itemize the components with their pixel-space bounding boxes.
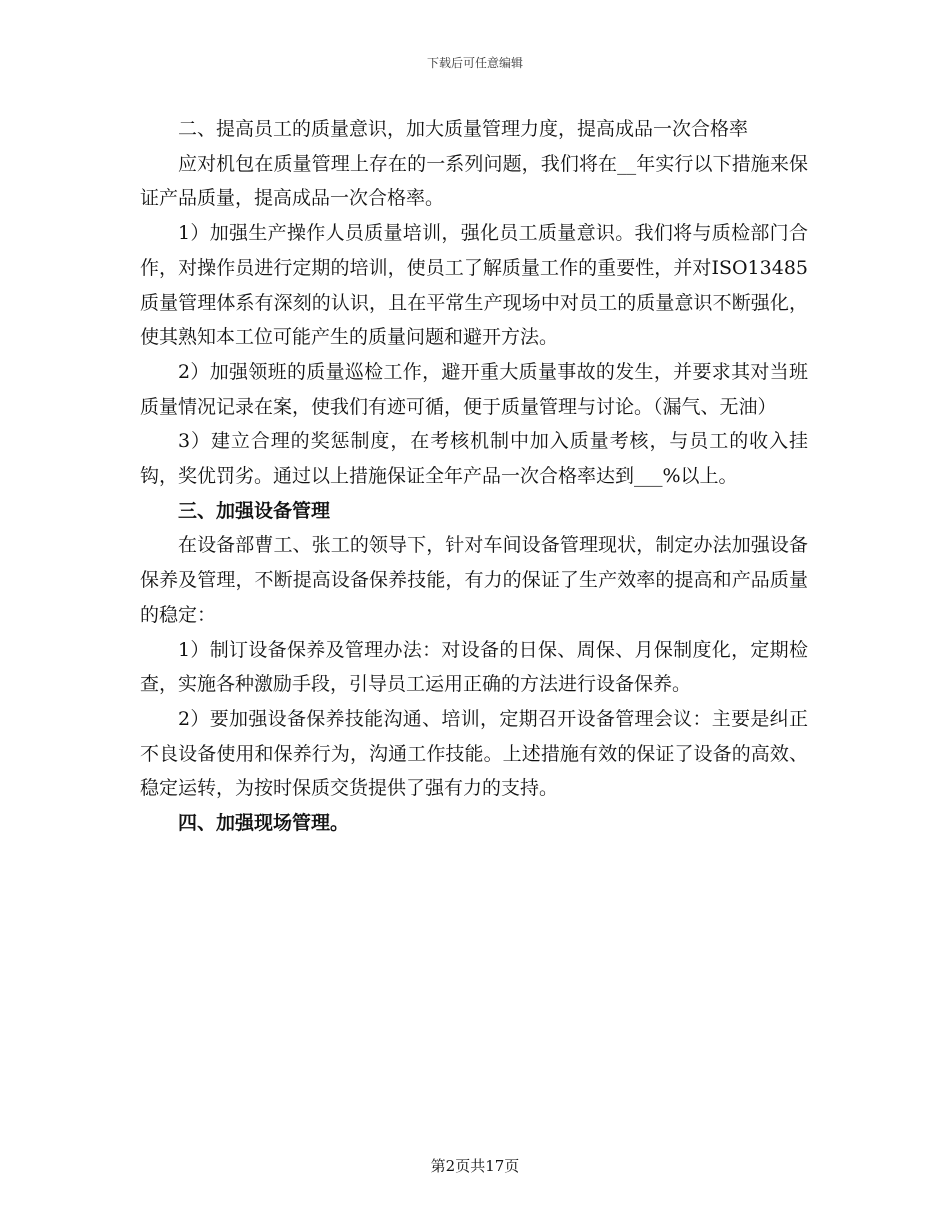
- page-header-note: 下载后可任意编辑: [426, 56, 523, 70]
- paragraph-quality-item-1: 1）加强生产操作人员质量培训，强化员工质量意识。我们将与质检部门合作，对操作员进行定期的培训，使员工了解质量工作的重要性，并对ISO13485质量管理体系有深刻的认识，且在平常生产现场中对员工的质量意识不断强化，使其熟知本工位可能产生的质量问题和避开方法。: [140, 222, 808, 349]
- paragraph-equipment-item-2: 2）要加强设备保养技能沟通、培训，定期召开设备管理会议：主要是纠正不良设备使用和保养行为，沟通工作技能。上述措施有效的保证了设备的高效、稳定运转，为按时保质交货提供了强有力的支持。: [140, 707, 808, 800]
- paragraph-equipment-item-1: 1）制订设备保养及管理办法：对设备的日保、周保、月保制度化，定期检查，实施各种激励手段，引导员工运用正确的方法进行设备保养。: [140, 638, 808, 696]
- section-heading-site: 四、加强现场管理。: [178, 812, 350, 835]
- paragraph-quality-item-2: 2）加强领班的质量巡检工作，避开重大质量事故的发生，并要求其对当班质量情况记录在案，使我们有迹可循，便于质量管理与讨论。（漏气、无油）: [140, 360, 808, 418]
- paragraph-equipment-intro: 在设备部曹工、张工的领导下，针对车间设备管理现状，制定办法加强设备保养及管理，不断提高设备保养技能，有力的保证了生产效率的提高和产品质量的稳定：: [140, 534, 808, 626]
- section-heading-equipment: 三、加强设备管理: [178, 499, 331, 522]
- paragraph-quality-title: 二、提高员工的质量意识，加大质量管理力度，提高成品一次合格率: [178, 118, 749, 140]
- paragraph-quality-intro: 应对机包在质量管理上存在的一系列问题，我们将在__年实行以下措施来保证产品质量，提高成品一次合格率。: [140, 152, 808, 210]
- document-body: [140, 112, 808, 841]
- page-number: 第2页共17页: [430, 1157, 520, 1175]
- paragraph-quality-item-3: 3）建立合理的奖惩制度，在考核机制中加入质量考核，与员工的收入挂钩，奖优罚劣。通过以上措施保证全年产品一次合格率达到___%以上。: [140, 430, 808, 488]
